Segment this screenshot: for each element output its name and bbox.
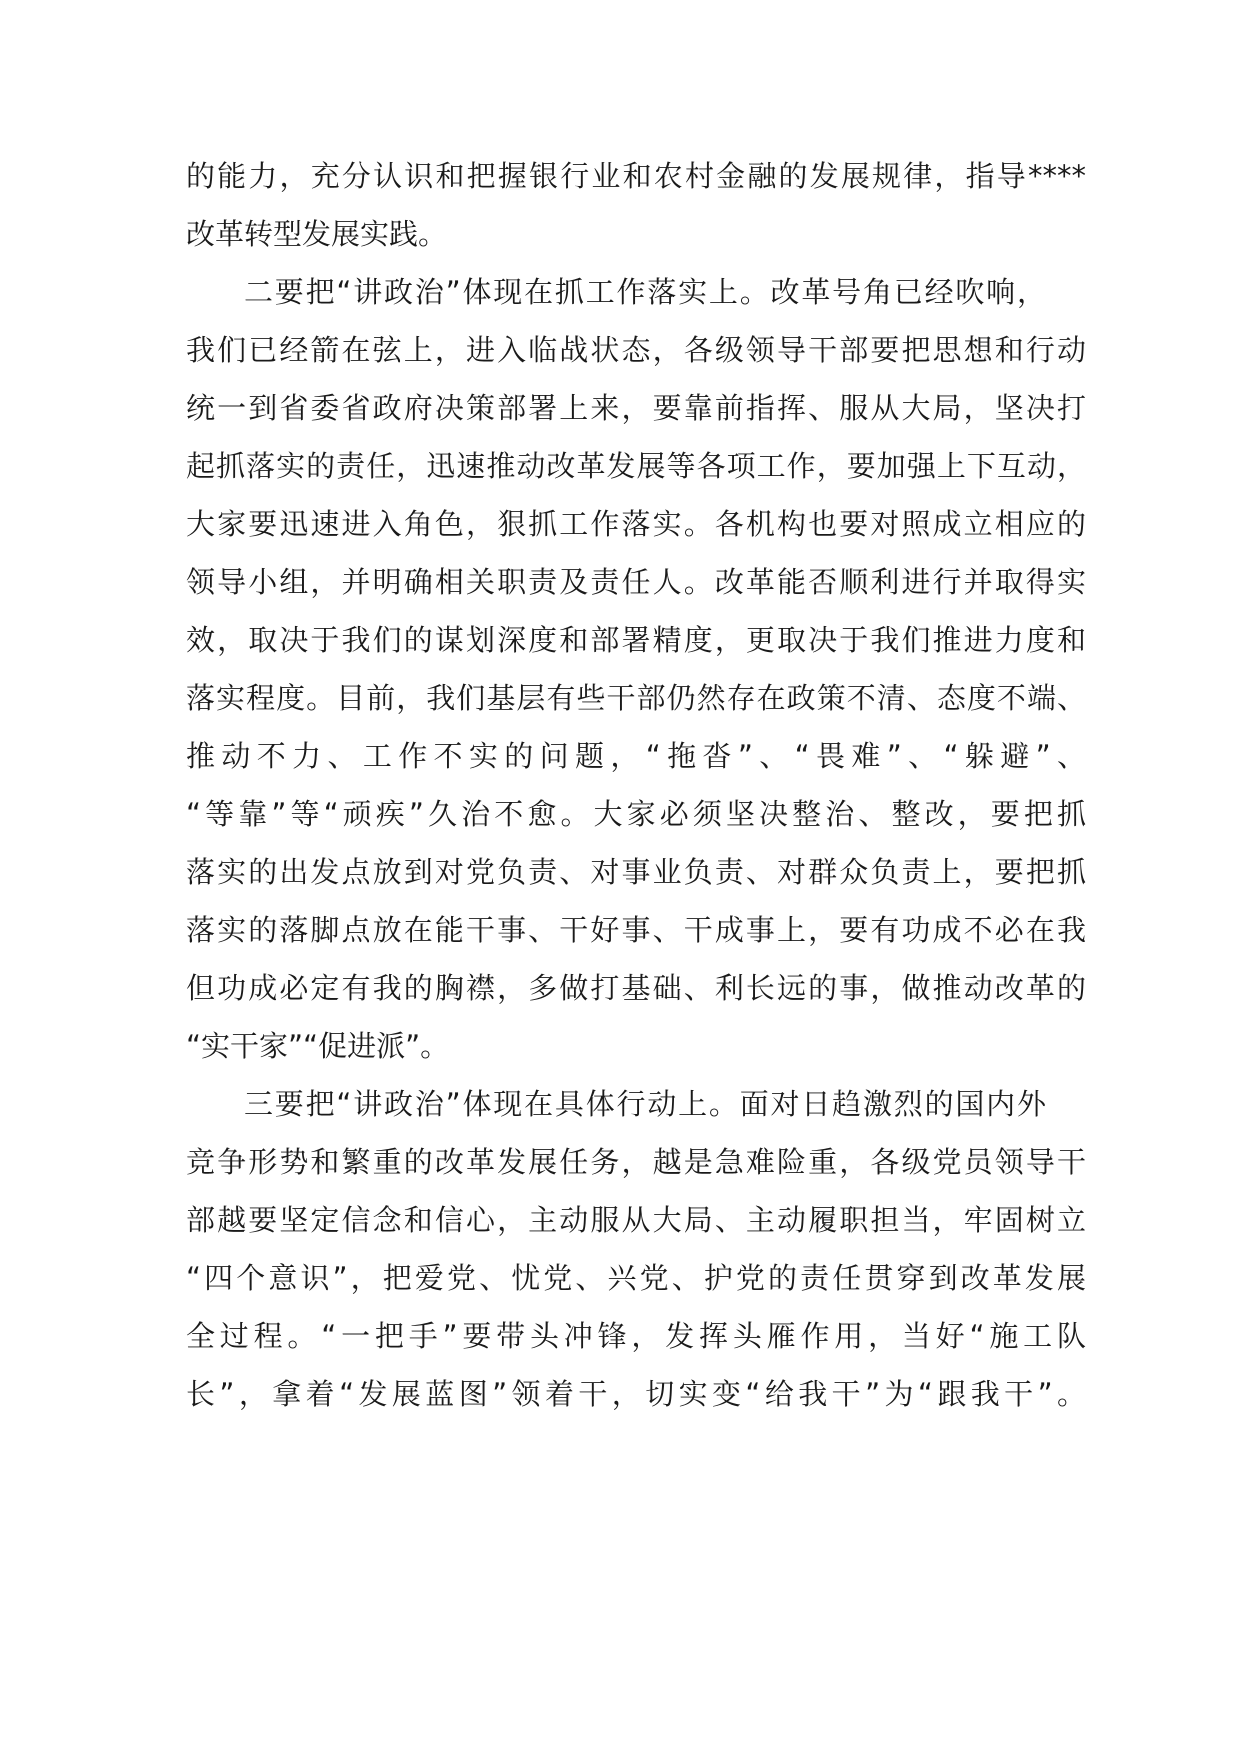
text-line-9: 效，取决于我们的谋划深度和部署精度，更取决于我们推进力度和: [186, 623, 1086, 657]
text-line-4: 我们已经箭在弦上，进入临战状态，各级领导干部要把思想和行动: [186, 333, 1086, 367]
text-line-13: 落实的出发点放到对党负责、对事业负责、对群众负责上，要把抓: [186, 855, 1086, 889]
paragraph-2-first-line: 二要把“讲政治”体现在抓工作落实上。改革号角已经吹响，: [244, 275, 1046, 309]
text-line-20: “四个意识”，把爱党、忧党、兴党、护党的责任贯穿到改革发展: [186, 1261, 1086, 1295]
text-line-8: 领导小组，并明确相关职责及责任人。改革能否顺利进行并取得实: [186, 565, 1086, 599]
text-line-18: 竞争形势和繁重的改革发展任务，越是急难险重，各级党员领导干: [186, 1145, 1086, 1179]
text-line-2: 改革转型发展实践。: [186, 217, 448, 251]
text-line-21: 全过程。“一把手”要带头冲锋，发挥头雁作用，当好“施工队: [186, 1319, 1086, 1353]
text-line-6: 起抓落实的责任，迅速推动改革发展等各项工作，要加强上下互动，: [186, 449, 1086, 483]
text-line-10: 落实程度。目前，我们基层有些干部仍然存在政策不清、态度不端、: [186, 681, 1086, 715]
text-line-22: 长”，拿着“发展蓝图”领着干，切实变“给我干”为“跟我干”。: [186, 1377, 1086, 1411]
text-line-7: 大家要迅速进入角色，狠抓工作落实。各机构也要对照成立相应的: [186, 507, 1086, 541]
text-line-11: 推动不力、工作不实的问题，“拖沓”、“畏难”、“躲避”、: [186, 739, 1086, 773]
text-line-12: “等靠”等“顽疾”久治不愈。大家必须坚决整治、整改，要把抓: [186, 797, 1086, 831]
text-line-1: 的能力，充分认识和把握银行业和农村金融的发展规律，指导****: [186, 159, 1086, 193]
text-line-14: 落实的落脚点放在能干事、干好事、干成事上，要有功成不必在我: [186, 913, 1086, 947]
paragraph-3-first-line: 三要把“讲政治”体现在具体行动上。面对日趋激烈的国内外: [244, 1087, 1046, 1121]
text-line-19: 部越要坚定信念和信心，主动服从大局、主动履职担当，牢固树立: [186, 1203, 1086, 1237]
text-line-15: 但功成必定有我的胸襟，多做打基础、利长远的事，做推动改革的: [186, 971, 1086, 1005]
text-line-16: “实干家”“促进派”。: [186, 1029, 450, 1063]
text-line-5: 统一到省委省政府决策部署上来，要靠前指挥、服从大局，坚决打: [186, 391, 1086, 425]
